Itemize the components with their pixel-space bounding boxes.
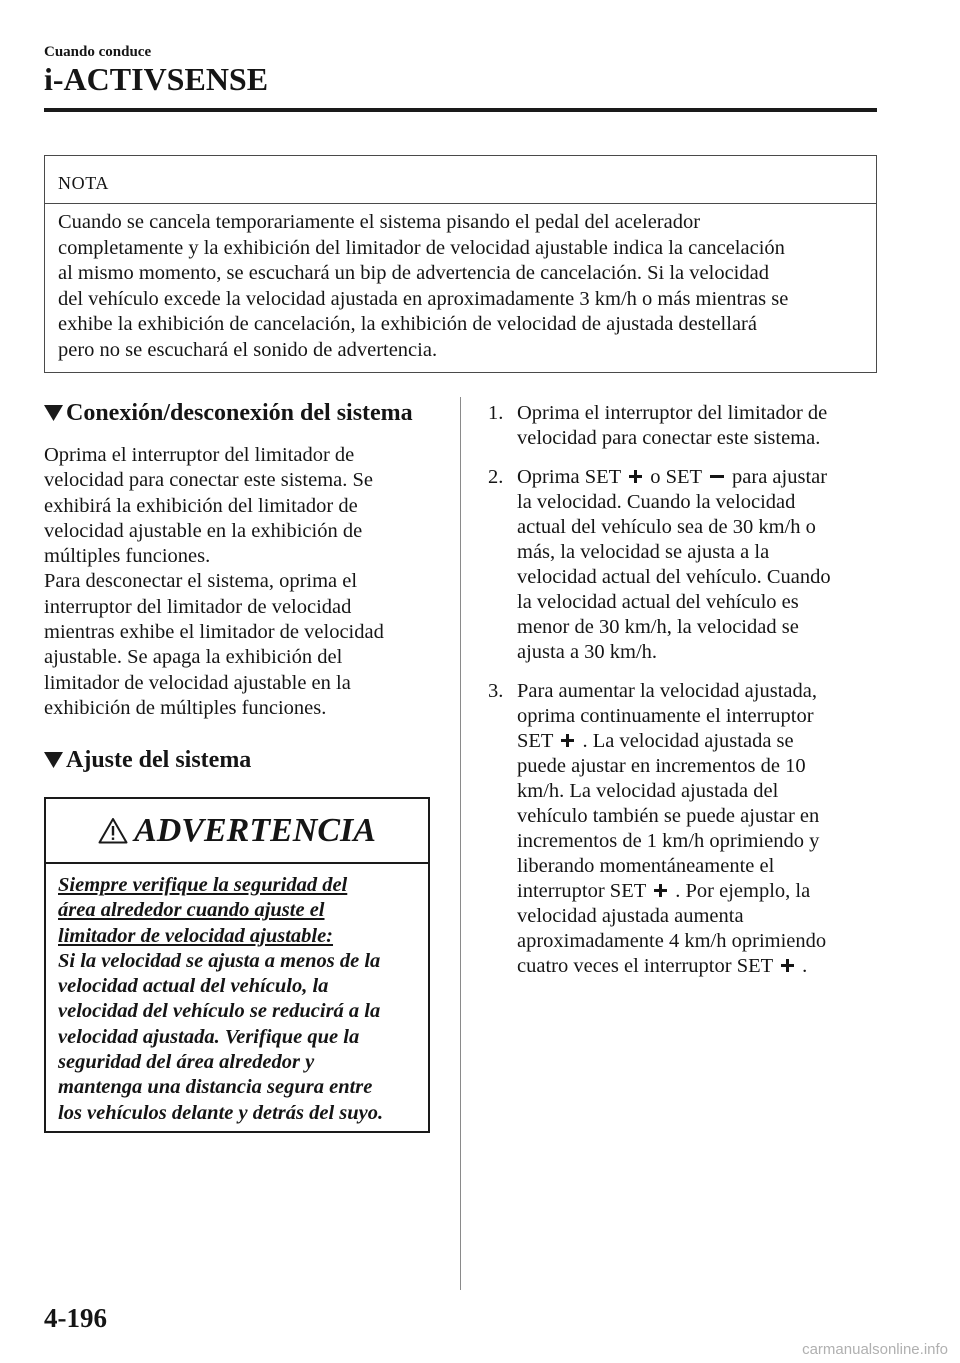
section-heading-ajuste — [44, 745, 251, 775]
step-text-segment: . — [802, 955, 808, 977]
step-line: ajusta a 30 km/h. — [517, 641, 658, 663]
page-title: i-ACTIVSENSE — [44, 61, 269, 97]
step-line: actual del vehículo sea de 30 km/h o — [517, 516, 816, 538]
step-item — [488, 465, 878, 665]
warning-line-underlined: Siempre verifique la seguridad del — [58, 874, 348, 896]
step-item — [488, 401, 878, 451]
note-line: del vehículo excede la velocidad ajustada en aproximadamente 3 km/h o más mientras se — [58, 287, 789, 310]
paragraph-line: múltiples funciones. — [44, 545, 211, 568]
paragraph-line: ajustable. Se apaga la exhibición del — [44, 646, 343, 669]
page-number: 4-196 — [44, 1303, 107, 1333]
step-line: puede ajustar en incrementos de 10 — [517, 755, 806, 777]
warning-body — [46, 864, 428, 1126]
header-rule — [44, 108, 877, 112]
plus-icon — [781, 959, 794, 972]
step-line: liberando momentáneamente el — [517, 855, 775, 877]
warning-line: los vehículos delante y detrás del suyo. — [58, 1101, 384, 1124]
note-line: exhibe la exhibición de cancelación, la exhibición de velocidad de ajustada destellará — [58, 313, 757, 335]
warning-title: ADVERTENCIA — [134, 811, 376, 849]
note-line: pero no se escuchará el sonido de advertencia. — [58, 338, 438, 361]
step-text-segment: SET — [517, 730, 554, 752]
step-line — [517, 465, 878, 490]
step-line: incrementos de 1 km/h oprimiendo y — [517, 830, 820, 852]
warning-line: seguridad del área alrededor y — [58, 1051, 315, 1074]
warning-line: velocidad ajustada. Verifique que la — [58, 1025, 360, 1048]
step-line: la velocidad. Cuando la velocidad — [517, 491, 796, 513]
paragraph-line: Oprima el interruptor del limitador de — [44, 444, 355, 466]
paragraph-line: velocidad ajustable en la exhibición de — [44, 519, 363, 542]
section-heading-text: Conexión/desconexión del sistema — [66, 400, 413, 426]
paragraph-line: exhibición de múltiples funciones. — [44, 696, 327, 719]
step-text-segment: interruptor SET — [517, 880, 647, 902]
note-line: Cuando se cancela temporariamente el sistema pisando el pedal del acelerador — [58, 211, 701, 233]
step-line — [517, 729, 878, 754]
step-line: velocidad ajustada aumenta — [517, 905, 744, 927]
paragraph-line: velocidad para conectar este sistema. Se — [44, 469, 373, 492]
warning-line-underlined: área alrededor cuando ajuste el — [58, 899, 325, 922]
step-line: velocidad actual del vehículo. Cuando — [517, 566, 831, 588]
paragraph-line: Para desconectar el sistema, oprima el — [44, 570, 358, 593]
step-text-segment: para ajustar — [732, 466, 828, 488]
step-line: Oprima el interruptor del limitador de — [517, 402, 828, 424]
note-line: al mismo momento, se escuchará un bip de advertencia de cancelación. Si la velocidad — [58, 262, 769, 284]
warning-line: Si la velocidad se ajusta a menos de la — [58, 949, 381, 972]
step-line: km/h. La velocidad ajustada del — [517, 780, 779, 802]
minus-icon — [710, 470, 724, 483]
step-line: menor de 30 km/h, la velocidad se — [517, 616, 799, 638]
section-label: Cuando conduce — [44, 44, 152, 60]
step-text-segment: cuatro veces el interruptor SET — [517, 955, 774, 977]
note-label: NOTA — [45, 156, 876, 204]
step-line: la velocidad actual del vehículo es — [517, 591, 799, 613]
plus-icon — [629, 470, 642, 483]
step-text-segment: o SET — [650, 466, 703, 488]
warning-triangle-icon — [98, 817, 128, 844]
step-line: más, la velocidad se ajusta a la — [517, 541, 770, 563]
warning-box — [44, 797, 430, 1133]
down-triangle-icon — [44, 752, 63, 769]
plus-icon — [561, 734, 574, 747]
step-item — [488, 679, 878, 979]
warning-line-underlined: limitador de velocidad ajustable: — [58, 924, 334, 947]
note-line: completamente y la exhibición del limitador de velocidad ajustable indica la cancelación — [58, 236, 785, 259]
plus-icon — [654, 884, 667, 897]
step-line — [517, 954, 878, 979]
step-line: vehículo también se puede ajustar en — [517, 805, 820, 827]
step-number: 3. — [488, 680, 504, 702]
warning-header — [46, 799, 428, 864]
warning-line: mantenga una distancia segura entre — [58, 1076, 373, 1099]
section-heading-conexion — [44, 398, 413, 428]
paragraph-line: mientras exhibe el limitador de velocidad — [44, 621, 384, 644]
step-line: aproximadamente 4 km/h oprimiendo — [517, 930, 827, 952]
note-box — [44, 155, 877, 373]
section-heading-text: Ajuste del sistema — [66, 747, 252, 773]
paragraph-line: exhibirá la exhibición del limitador de — [44, 494, 358, 517]
step-line: Para aumentar la velocidad ajustada, — [517, 680, 817, 702]
step-number: 2. — [488, 466, 504, 488]
step-line — [517, 879, 878, 904]
step-text-segment: Oprima SET — [517, 466, 622, 488]
section-paragraph — [44, 443, 384, 721]
step-line: oprima continuamente el interruptor — [517, 705, 814, 727]
step-line: velocidad para conectar este sistema. — [517, 427, 821, 449]
step-text-segment: . Por ejemplo, la — [675, 880, 811, 902]
down-triangle-icon — [44, 405, 63, 422]
step-number: 1. — [488, 402, 504, 424]
paragraph-line: limitador de velocidad ajustable en la — [44, 671, 351, 694]
step-text-segment: . La velocidad ajustada se — [582, 730, 794, 752]
warning-line: velocidad actual del vehículo, la — [58, 975, 329, 998]
paragraph-line: interruptor del limitador de velocidad — [44, 595, 352, 618]
warning-line: velocidad del vehículo se reducirá a la — [58, 1000, 381, 1023]
steps-list — [488, 401, 878, 993]
column-divider — [460, 397, 461, 1290]
watermark: carmanualsonline.info — [802, 1341, 948, 1358]
note-body — [45, 204, 876, 363]
